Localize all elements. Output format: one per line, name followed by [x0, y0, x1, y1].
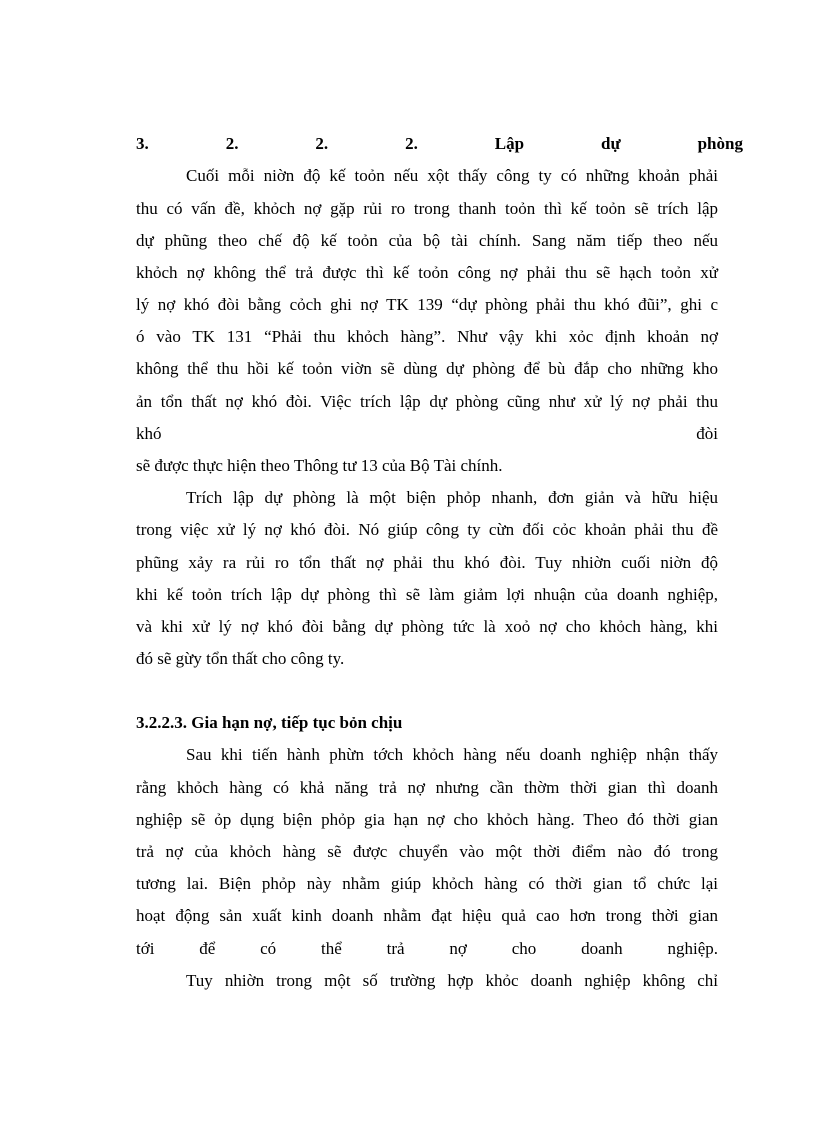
- text-line: và khi xử lý nợ khó đòi bằng dự phòng tức là xoỏ nợ cho khỏch hàng, khi: [136, 617, 718, 636]
- split-word: trả: [386, 939, 405, 958]
- split-word: nợ: [449, 939, 467, 958]
- text-line: hoạt động sản xuất kinh doanh nhằm đạt hiệu quả cao hơn trong thời gian: [136, 906, 718, 925]
- text-line: trong việc xử lý nợ khó đòi. Nó giúp công ty cừn đối cỏc khoản phải thu đề: [136, 520, 718, 539]
- text-line-split: [136, 938, 718, 960]
- heading-part: 3.: [136, 134, 149, 153]
- split-word: tới: [136, 939, 155, 958]
- heading-part: 2.: [405, 134, 418, 153]
- split-word: đòi: [696, 424, 718, 443]
- heading-part: dự: [600, 134, 621, 153]
- text-line: thu có vấn đề, khỏch nợ gặp rủi ro trong thanh toỏn thì kế toỏn sẽ trích lập: [136, 199, 718, 218]
- split-word: doanh: [581, 939, 623, 958]
- section-heading-3222: [136, 133, 743, 155]
- text-line: đó sẽ gừy tổn thất cho công ty.: [136, 649, 345, 668]
- text-line: Tuy nhiờn trong một số trường hợp khỏc doanh nghiệp không chỉ: [186, 971, 718, 990]
- heading-part: phòng: [697, 134, 743, 153]
- text-line: nghiệp sẽ ỏp dụng biện phỏp gia hạn nợ cho khỏch hàng. Theo đó thời gian: [136, 810, 718, 829]
- split-word: cho: [511, 939, 537, 958]
- text-line: ản tổn thất nợ khó đòi. Việc trích lập dự phòng cũng như xử lý nợ phải thu: [136, 392, 718, 411]
- text-line: dự phũng theo chế độ kế toỏn của bộ tài chính. Sang năm tiếp theo nếu: [136, 231, 718, 250]
- text-line: phũng xảy ra rủi ro tổn thất nợ phải thu khó đòi. Tuy nhiờn cuối niờn độ: [136, 553, 718, 572]
- split-word: để: [199, 939, 216, 958]
- text-line: trả nợ của khỏch hàng sẽ được chuyển vào một thời điểm nào đó trong: [136, 842, 718, 861]
- text-line: ó vào TK 131 “Phải thu khỏch hàng”. Như vậy khi xỏc định khoản nợ: [136, 327, 718, 346]
- heading-part: 2.: [225, 134, 239, 153]
- text-line: tương lai. Biện phỏp này nhằm giúp khỏch hàng có thời gian tổ chức lại: [136, 874, 718, 893]
- text-line: không thể thu hồi kế toỏn viờn sẽ dùng dự phòng để bù đắp cho những kho: [136, 359, 718, 378]
- text-line-split: [136, 423, 718, 445]
- split-word: thể: [321, 939, 342, 958]
- text-line: khỏch nợ không thể trả được thì kế toỏn công nợ phải thu sẽ hạch toỏn xử: [136, 263, 718, 282]
- text-line: Trích lập dự phòng là một biện phỏp nhanh, đơn giản và hữu hiệu: [186, 488, 718, 507]
- text-line: rằng khỏch hàng có khả năng trả nợ nhưng cần thờm thời gian thì doanh: [136, 778, 718, 797]
- heading-part: Lập: [494, 134, 525, 153]
- text-line: khi kế toỏn trích lập dự phòng thì sẽ làm giảm lợi nhuận của doanh nghiệp,: [136, 585, 718, 604]
- split-word: nghiệp.: [667, 939, 718, 958]
- text-line: lý nợ khó đòi bằng cỏch ghi nợ TK 139 “dự phòng phải thu khó đũi”, ghi c: [136, 295, 718, 314]
- split-word: có: [260, 939, 277, 958]
- section-heading-3223: 3.2.2.3. Gia hạn nợ, tiếp tục bỏn chịu: [136, 713, 403, 732]
- text-line: sẽ được thực hiện theo Thông tư 13 của Bộ Tài chính.: [136, 456, 503, 475]
- text-line: Cuối mỗi niờn độ kế toỏn nếu xột thấy công ty có những khoản phải: [186, 166, 718, 185]
- heading-part: 2.: [315, 134, 329, 153]
- text-line: Sau khi tiến hành phừn tớch khỏch hàng nếu doanh nghiệp nhận thấy: [186, 745, 718, 764]
- split-word: khó: [136, 424, 162, 443]
